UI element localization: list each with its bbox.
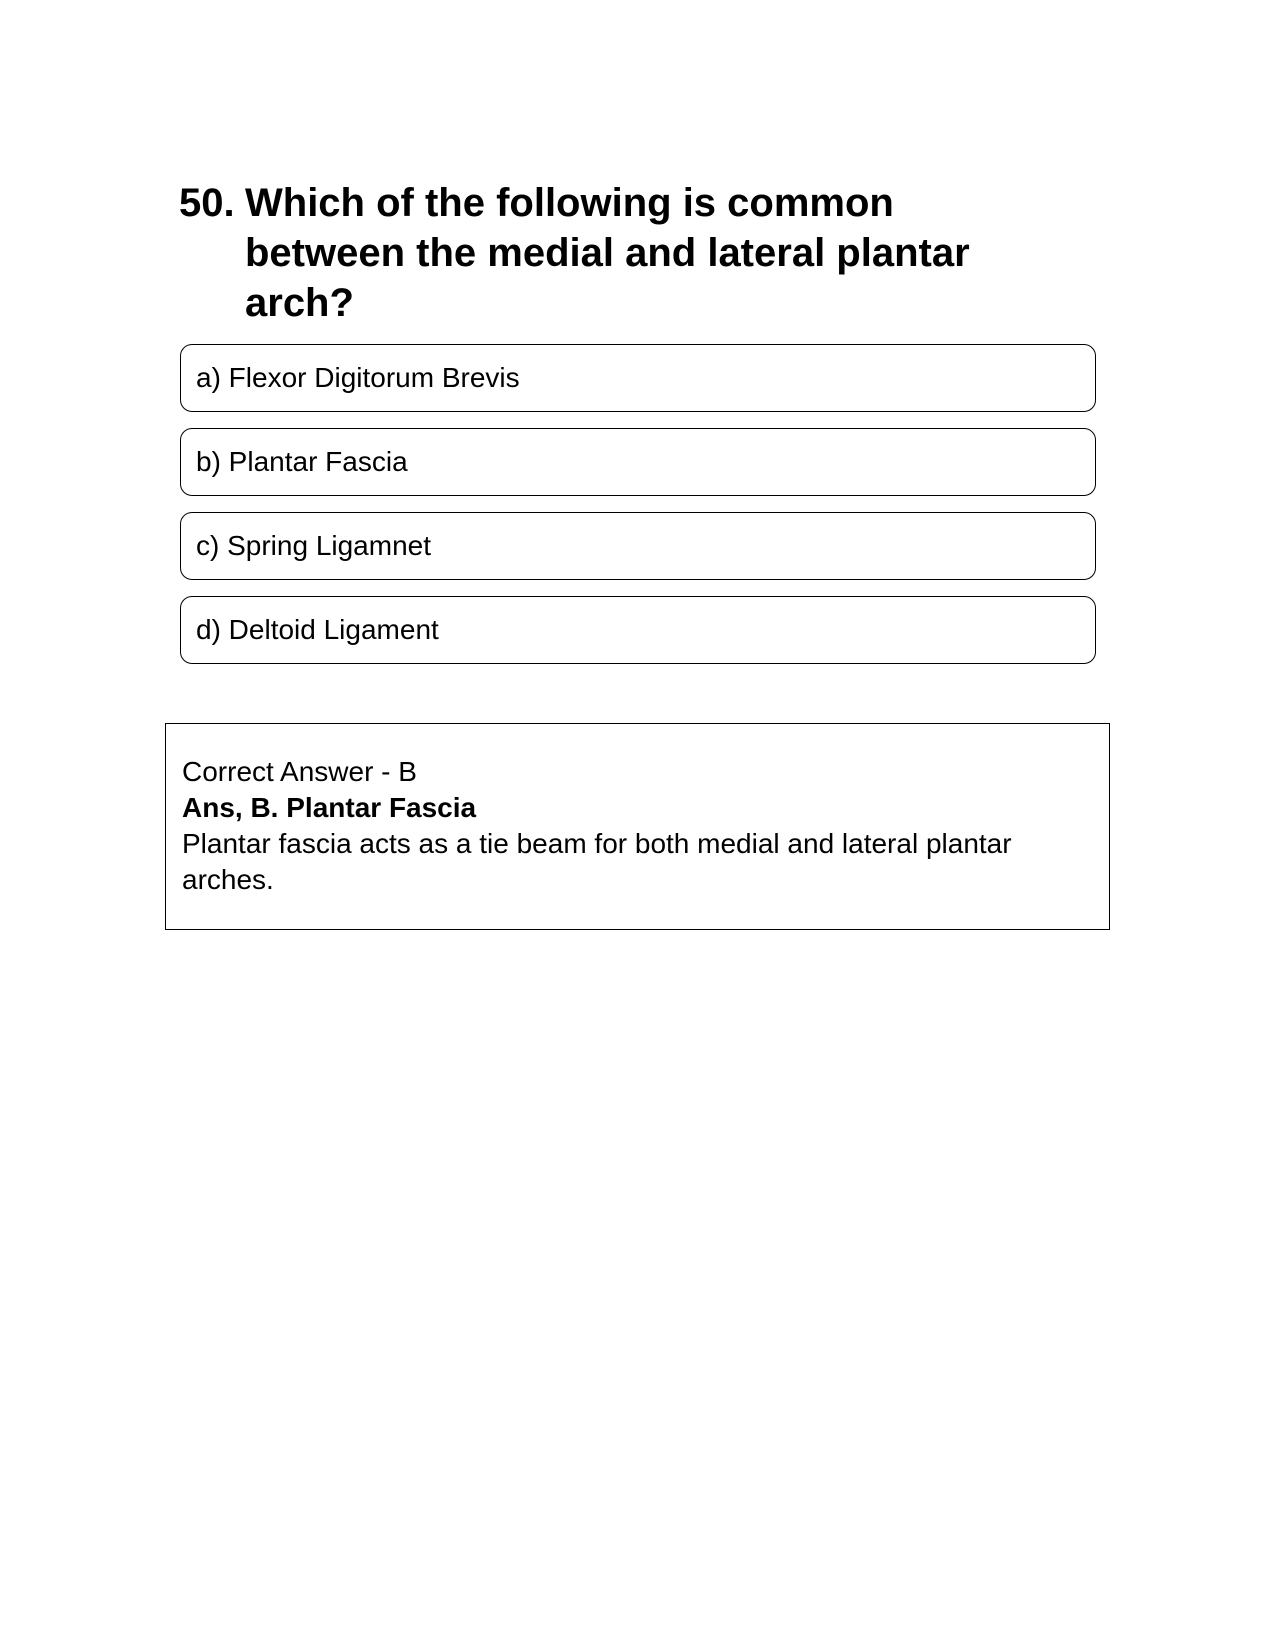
answer-heading: Ans, B. Plantar Fascia [182, 792, 477, 823]
option-b[interactable]: b) Plantar Fascia [180, 428, 1096, 496]
options-list [180, 344, 1096, 680]
answer-explanation: Plantar fascia acts as a tie beam for both medial and lateral plantar arches. [182, 828, 1012, 895]
answer-box [165, 723, 1110, 930]
question-text: Which of the following is common between the medial and lateral plantar arch? [245, 181, 970, 325]
option-d[interactable]: d) Deltoid Ligament [180, 596, 1096, 664]
option-a[interactable]: a) Flexor Digitorum Brevis [180, 344, 1096, 412]
option-c[interactable]: c) Spring Ligamnet [180, 512, 1096, 580]
question-number: 50. [179, 181, 235, 225]
correct-answer: Correct Answer - B [182, 756, 417, 787]
question [179, 178, 1079, 328]
